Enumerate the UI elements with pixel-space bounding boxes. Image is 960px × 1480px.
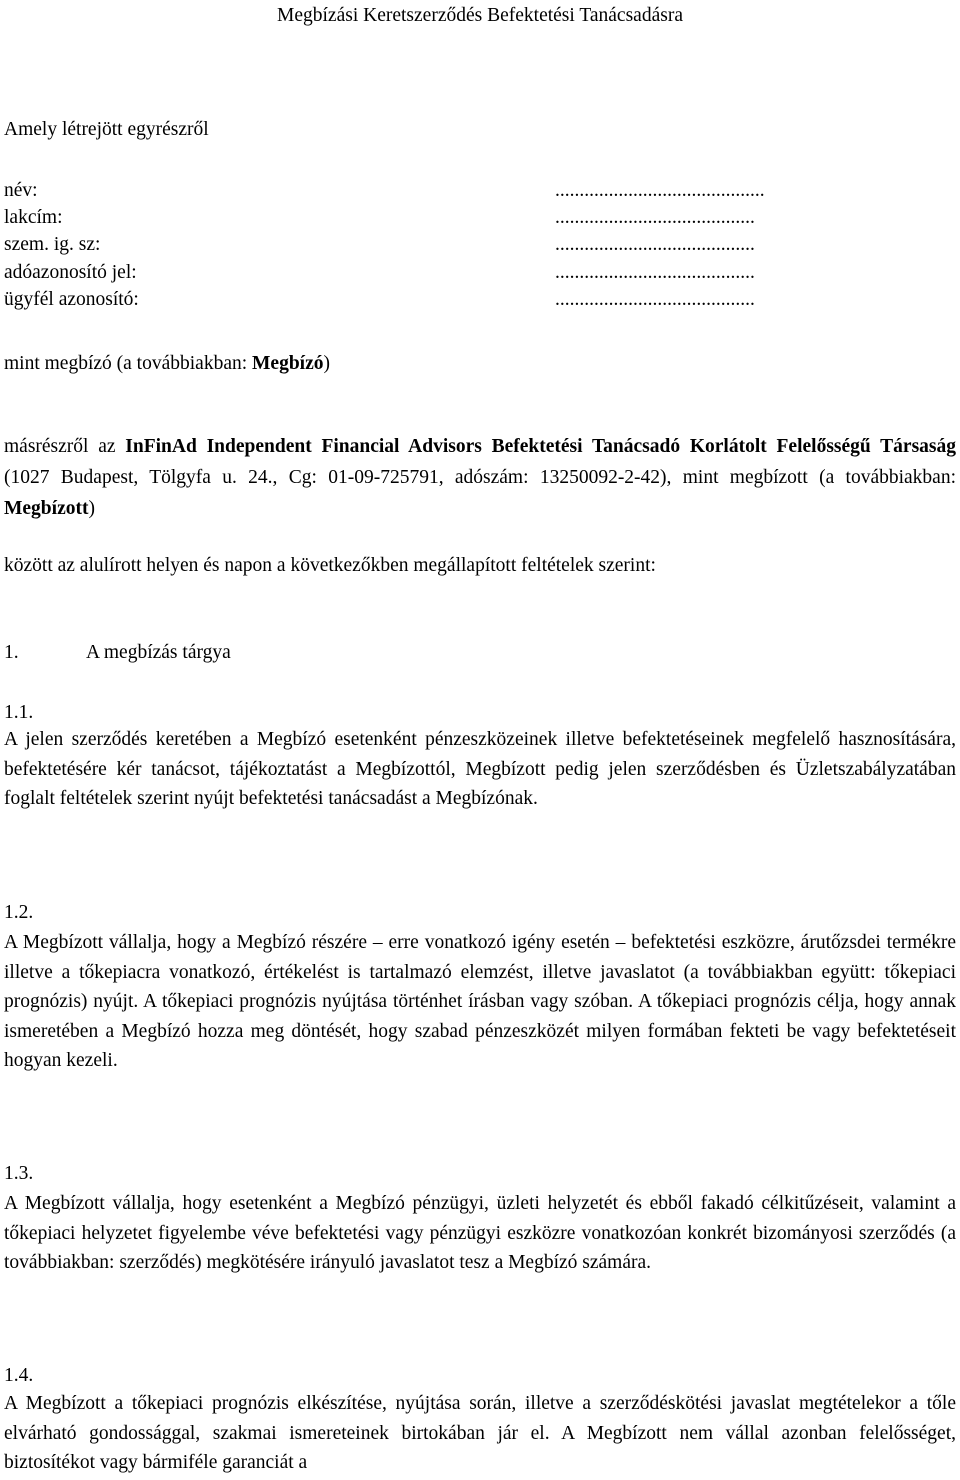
clause-text: A jelen szerződés keretében a Megbízó esetenként pénzeszközeinek illetve befektetéseinek megfelelő hasznosítására, befektetésére kér tanácsot, tájékoztatást a Megbízottól, Megbízott pedig jelen szerződésben és Üzletszabályzatában foglalt feltételek szerint nyújt befektetési tanácsadást a Megbízónak. [4,729,956,810]
field-placeholder-dots: ......................................... [555,289,755,310]
section-heading [4,641,404,665]
field-placeholder-dots: ......................................... [555,207,755,228]
page-header: Megbízási Keretszerződés Befektetési Tanácsadásra [277,5,683,26]
field-label: szem. ig. sz: [4,234,101,255]
principal-term: Megbízó [252,353,324,374]
field-row-tax-id [4,261,956,285]
field-row-address [4,206,956,230]
principal-suffix: ) [323,353,330,374]
principal-line [4,352,330,376]
field-placeholder-dots: ........................................... [555,180,765,201]
agent-term: Megbízott [4,497,89,519]
clause-number: 1.4. [4,1365,34,1386]
clause-number: 1.1. [4,702,34,723]
intro-line: Amely létrejött egyrészről [4,119,209,140]
other-party-prefix: másrészről az [4,436,126,457]
section-title: A megbízás tárgya [86,642,231,663]
field-row-id-number [4,233,956,257]
clause-text: A Megbízott vállalja, hogy esetenként a Megbízó pénzügyi, üzleti helyzetét és ebből fakadó célkitűzéseit, valamint a tőkepiaci helyzetet figyelembe véve befektetési vagy pénzügyi eszközre vonatkozóan konkrét bizományosi szerződés (a továbbiakban: szerződés) megkötésére irányuló javaslatot tesz a Megbízó számára. [4,1193,956,1274]
company-details: (1027 Budapest, Tölgyfa u. 24., Cg: 01-09-725791, adószám: 13250092-2-42), mint megbízott (a továbbiakban: [4,466,956,488]
field-label: név: [4,180,38,201]
company-name: InFinAd Independent Financial Advisors Befektetési Tanácsadó Korlátolt Felelősségű Társaság [125,436,956,457]
principal-prefix: mint megbízó (a továbbiakban: [4,353,253,374]
clause-number: 1.3. [4,1163,34,1184]
clause-text: A Megbízott vállalja, hogy a Megbízó részére – erre vonatkozó igény esetén – befektetési eszközre, árutőzsdei termékre illetve a tőkepiacra vonatkozó, értékelést is tartalmazó elemzést, illetve javaslatot (a továbbiakban együtt: tőkepiaci prognózis) nyújt. A tőkepiaci prognózis nyújtása történhet írásban vagy szóban. A tőkepiaci prognózis célja, hogy annak ismeretében a Megbízó hozza meg döntését, hogy szabad pénzeszközét milyen formában fekteti be vagy befektetéseit hogyan kezeli. [4,932,956,1072]
field-label: lakcím: [4,207,63,228]
field-row-client-id [4,288,956,312]
field-label: ügyfél azonosító: [4,289,139,310]
between-line: között az alulírott helyen és napon a következőkben megállapított feltételek szerint: [4,555,656,576]
agent-suffix: ) [88,497,95,519]
clause-text: A Megbízott a tőkepiaci prognózis elkészítése, nyújtása során, illetve a szerződéskötési javaslat megtételekor a tőle elvárható gondossággal, szakmai ismereteinek birtokában jár el. A Megbízott nem vállal azonban felelősséget, biztosítékot vagy bármiféle garanciát a [4,1393,956,1474]
field-placeholder-dots: ......................................... [555,234,755,255]
other-party-paragraph [4,432,956,524]
field-label: adóazonosító jel: [4,262,137,283]
clause-number: 1.2. [4,902,34,923]
section-number: 1. [4,642,19,663]
field-row-name [4,179,956,203]
field-placeholder-dots: ......................................... [555,262,755,283]
